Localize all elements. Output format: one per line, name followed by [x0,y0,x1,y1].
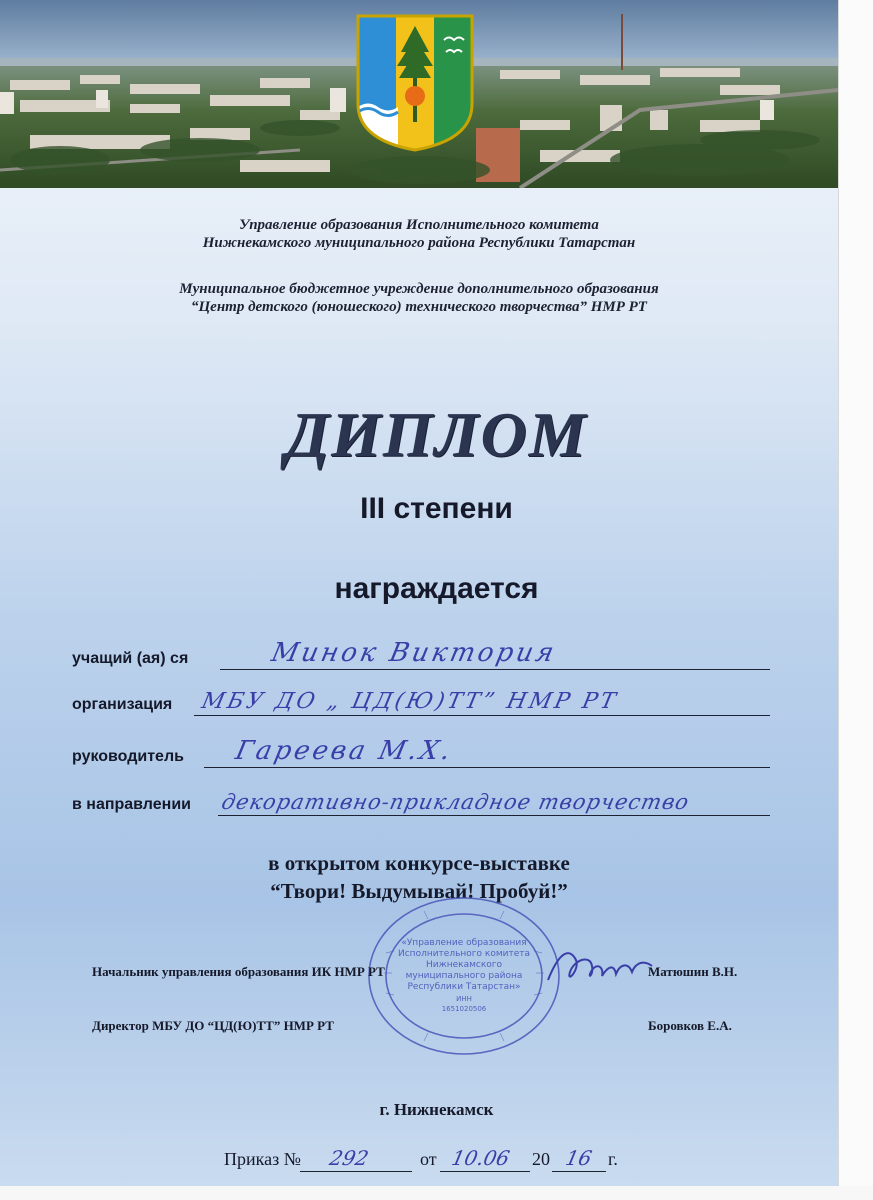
field-supervisor-label: руководитель [72,748,184,765]
field-supervisor-value: Гареева М.Х. [232,736,456,766]
contest-name: “Твори! Выдумывай! Пробуй!” [270,879,568,903]
field-student-label: учащий (ая) ся [72,650,189,667]
scan-bottom-margin [0,1186,873,1200]
director-name: Боровков Е.А. [648,1018,732,1033]
head-title: Начальник управления образования ИК НМР РТ [92,964,385,979]
field-direction-underline [218,815,770,816]
director-title: Директор МБУ ДО “ЦД(Ю)ТТ” НМР РТ [92,1018,334,1033]
field-supervisor [72,736,770,768]
order-date-underline [440,1171,530,1172]
header-line-3: Муниципальное бюджетное учреждение дополнительного образования [179,281,659,297]
order-number-underline [300,1171,412,1172]
field-supervisor-underline [204,767,770,768]
stamp-inn-number: 1651020506 [441,1005,487,1013]
stamp-inn-label: ИНН [456,995,472,1003]
order-line [0,1148,838,1172]
stamp-line-3: Нижнекамского [425,960,503,970]
field-direction-label: в направлении [72,796,191,813]
scan-right-margin [838,0,873,1200]
field-organization-label: организация [72,696,173,713]
order-year-suffix: 16 [563,1146,595,1170]
header-line-4: “Центр детского (юношеского) технического творчества” НМР РТ [191,299,647,315]
field-direction [72,790,770,816]
field-student [72,638,770,670]
field-student-underline [220,669,770,670]
field-organization [72,690,770,716]
field-organization-underline [194,715,770,716]
order-from-label: от [420,1149,437,1169]
stamp-line-1: «Управление образования [401,938,527,948]
diploma-degree: III степени [360,492,513,525]
signature-mark [540,940,660,1000]
awarded-heading: награждается [334,572,539,605]
diploma-title: ДИПЛОМ [285,399,588,470]
header-line-2: Нижнекамского муниципального района Республики Татарстан [202,235,636,251]
field-student-value: Минок Виктория [268,638,560,668]
official-stamp [364,893,564,1059]
stamp-line-5: Республики Татарстан» [407,982,521,992]
order-year-underline [552,1171,606,1172]
coat-of-arms-emblem [354,12,476,152]
field-organization-value: МБУ ДО „ ЦД(Ю)ТТ” НМР РТ [199,689,621,714]
order-number: 292 [327,1146,371,1170]
stamp-line-4: муниципального района [405,971,523,981]
order-label: Приказ № [224,1149,301,1169]
stamp-line-2: Исполнительного комитета [398,949,530,959]
header-line-1: Управление образования Исполнительного комитета [239,217,599,233]
field-direction-value: декоративно-прикладное творчество [219,790,692,814]
order-year-unit: г. [608,1149,618,1169]
order-date: 10.06 [449,1146,512,1170]
contest-line-1: в открытом конкурсе-выставке [268,851,570,875]
order-year-prefix: 20 [532,1149,550,1169]
city-name: г. Нижнекамск [379,1100,494,1119]
head-name: Матюшин В.Н. [648,964,738,979]
